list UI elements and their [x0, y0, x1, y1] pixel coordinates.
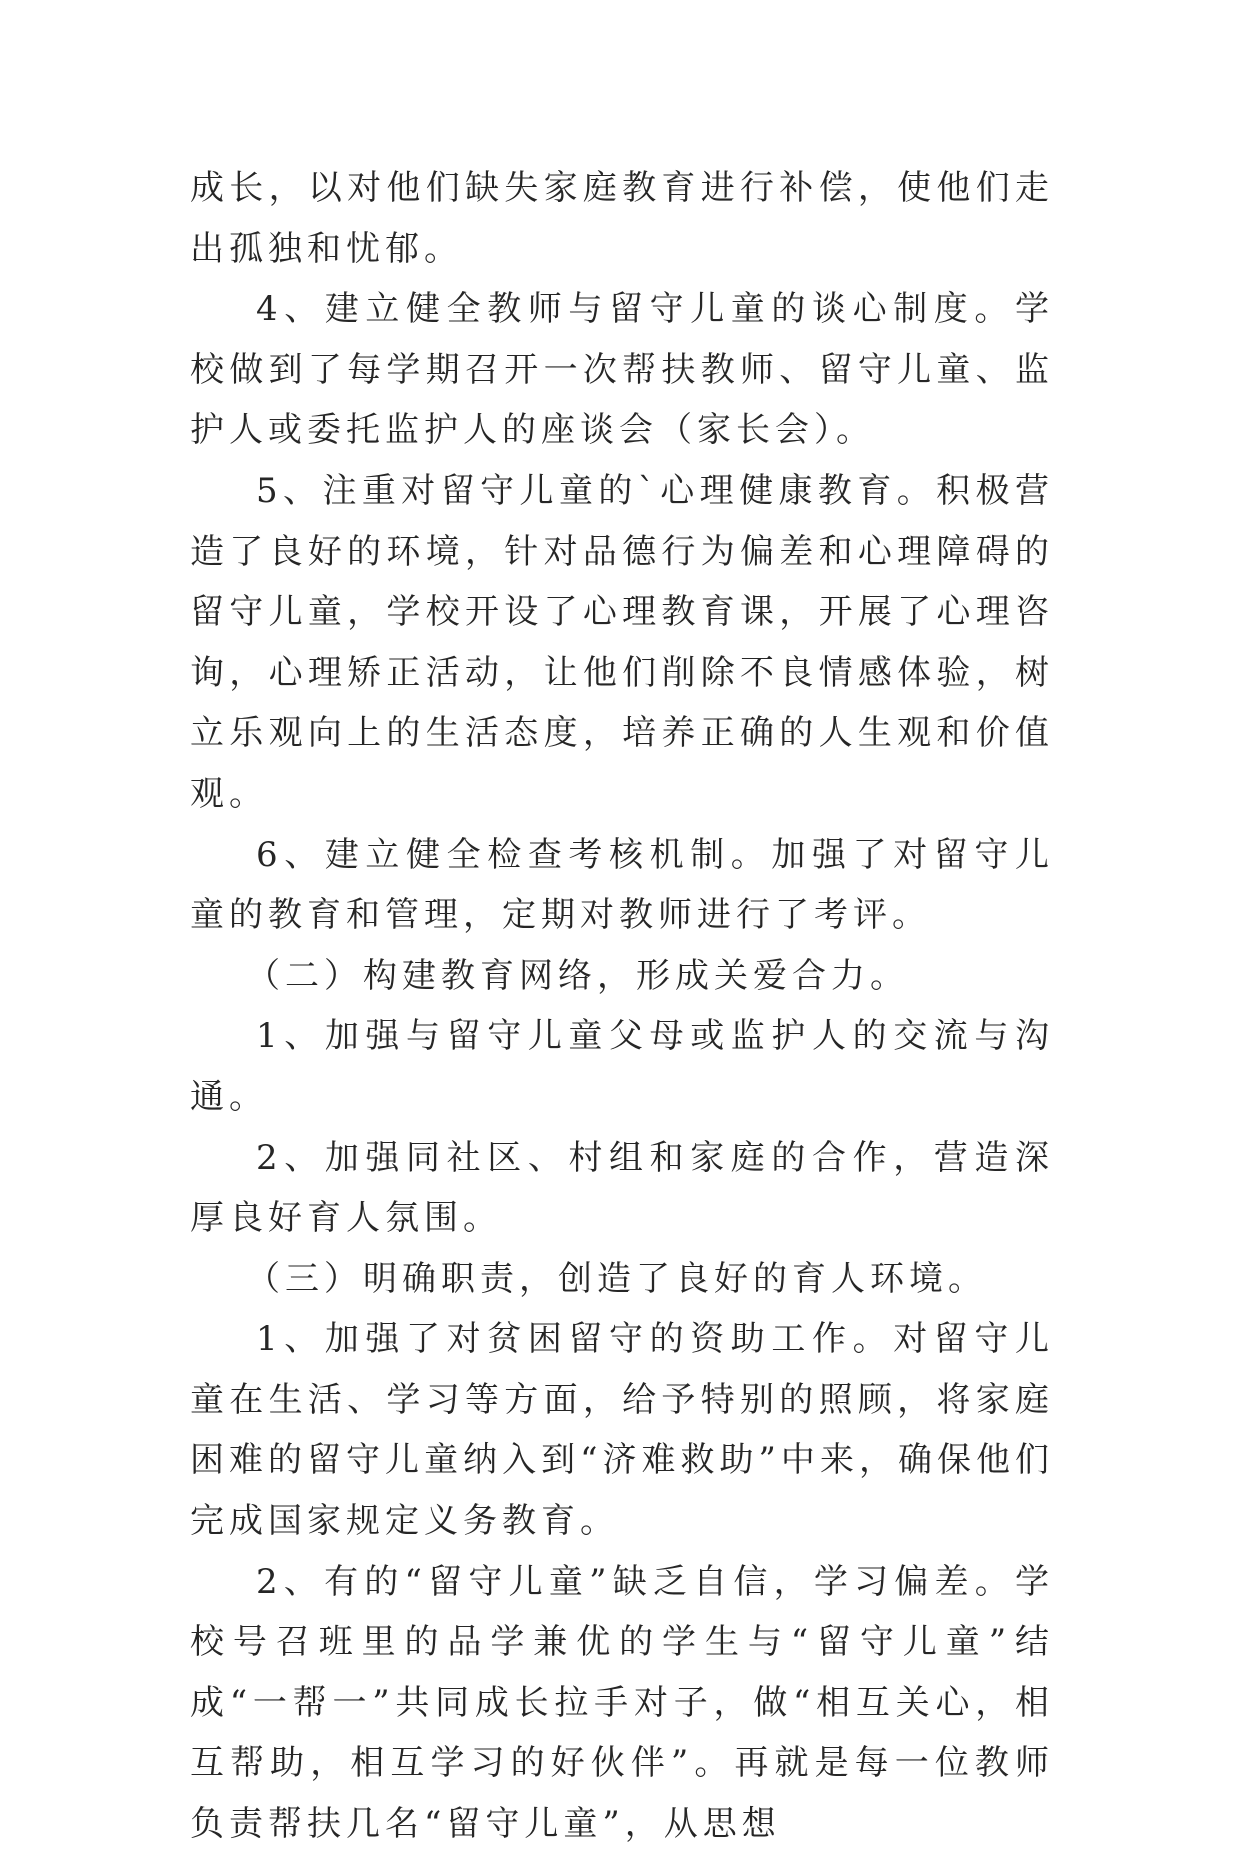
paragraph-section3-item-2: 2、有的“留守儿童”缺乏自信，学习偏差。学校号召班里的品学兼优的学生与“留守儿童”结成“一帮一”共同成长拉手对子，做“相互关心，相互帮助，相互学习的好伙伴”。再就是每一位教师负责帮扶几名“留守儿童”，从思想 [190, 1561, 1054, 1845]
section-heading-3: （三）明确职责，创造了良好的育人环境。 [246, 1258, 987, 1299]
paragraph-continuation: 成长，以对他们缺失家庭教育进行补偿，使他们走出孤独和忧郁。 [190, 168, 1054, 269]
paragraph-section3-item-1: 1、加强了对贫困留守的资助工作。对留守儿童在生活、学习等方面，给予特别的照顾，将家庭困难的留守儿童纳入到“济难救助”中来，确保他们完成国家规定义务教育。 [190, 1319, 1054, 1542]
paragraph-item-5: 5、注重对留守儿童的`心理健康教育。积极营造了良好的环境，针对品德行为偏差和心理障碍的留守儿童，学校开设了心理教育课，开展了心理咨询，心理矫正活动，让他们削除不良情感体验，树立乐观向上的生活态度，培养正确的人生观和价值观。 [190, 470, 1054, 814]
paragraph-section2-item-2: 2、加强同社区、村组和家庭的合作，营造深厚良好育人氛围。 [190, 1137, 1054, 1239]
paragraph-item-4: 4、建立健全教师与留守儿童的谈心制度。学校做到了每学期召开一次帮扶教师、留守儿童、监护人或委托监护人的座谈会（家长会）。 [190, 289, 1054, 451]
section-heading-2: （二）构建教育网络，形成关爱合力。 [246, 955, 909, 996]
paragraph-item-6: 6、建立健全检查考核机制。加强了对留守儿童的教育和管理，定期对教师进行了考评。 [190, 834, 1054, 936]
paragraph-section2-item-1: 1、加强与留守儿童父母或监护人的交流与沟通。 [190, 1016, 1054, 1117]
document-body [190, 158, 1054, 1855]
